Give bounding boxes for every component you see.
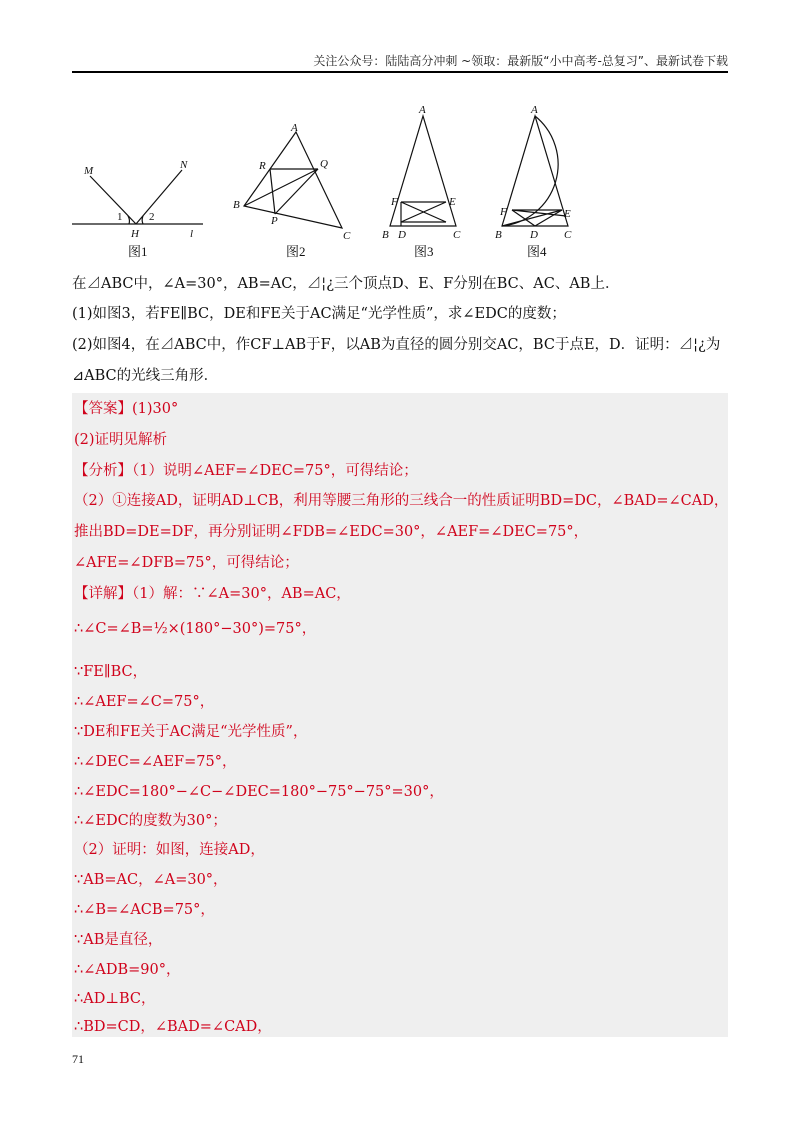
fig3-label-b: B [382, 229, 389, 241]
fig3-label-c: C [453, 229, 461, 241]
detail-line-14: ∴AD⊥BC， [74, 991, 156, 1007]
answer-part-1: (1)30° [132, 401, 179, 417]
answer-tag: 【答案】 [74, 401, 132, 417]
fig1-label-m: M [84, 165, 94, 177]
fig2-label-a: A [291, 122, 298, 134]
analysis-tag: 【分析】 [74, 463, 132, 479]
fig4-label-c: C [564, 229, 572, 241]
fig2-segment-bq [244, 169, 318, 206]
analysis-text-1: （1）说明∠AEF=∠DEC=75°，可得结论； [132, 463, 418, 479]
question-line-1: 在⊿ABC中，∠A=30°，AB=AC，⊿¦¿三个顶点D、E、F分别在BC、AC、AB上． [72, 276, 620, 292]
figures-svg [68, 98, 598, 268]
answer-part-2: (2)证明见解析 [74, 432, 168, 448]
question-line-4: ⊿ABC的光线三角形． [72, 368, 219, 384]
fig1-label-h: H [131, 228, 139, 240]
detail-line-10: ∵AB=AC，∠A=30°， [74, 872, 228, 888]
detail-text-1: （1）解：∵∠A=30°，AB=AC， [132, 586, 351, 602]
fig3-label-a: A [419, 104, 426, 116]
detail-line-7: ∴∠EDC=180°−∠C−∠DEC=180°−75°−75°=30°， [74, 784, 444, 800]
detail-line-5: ∵DE和FE关于AC满足“光学性质”， [74, 724, 308, 740]
fig1-angle-1 [128, 216, 129, 224]
fig2-label-c: C [343, 230, 351, 242]
fig2-triangle-abc [244, 132, 342, 228]
figure-2 [244, 132, 342, 228]
analysis-line-2: （2）①连接AD，证明AD⊥CB，利用等腰三角形的三线合一的性质证明BD=DC，∠BAD=∠CAD， [74, 493, 729, 509]
detail-line-11: ∴∠B=∠ACB=75°， [74, 902, 215, 918]
analysis-line-1 [74, 459, 418, 480]
figure-4 [502, 116, 568, 226]
geometry-figures [68, 98, 598, 268]
detail-line-3: ∵FE∥BC， [74, 664, 148, 680]
detail-line-12: ∵AB是直径， [74, 932, 163, 948]
fig4-label-a: A [531, 104, 538, 116]
analysis-line-3: 推出BD=DE=DF，再分别证明∠FDB=∠EDC=30°，∠AEF=∠DEC=75°， [74, 524, 589, 540]
detail-line-2: ∴∠C=∠B=½×(180°−30°)=75°， [74, 621, 317, 637]
page-number: 71 [72, 1052, 84, 1066]
detail-line-4: ∴∠AEF=∠C=75°， [74, 694, 215, 710]
fig1-label-1: 1 [117, 211, 123, 223]
fig4-label-e: E [564, 208, 571, 220]
fig1-label-2: 2 [149, 211, 155, 223]
caption-fig2: 图2 [286, 244, 306, 259]
header-rule [72, 71, 728, 73]
fig1-label-n: N [180, 159, 188, 171]
fig2-label-p: P [271, 215, 278, 227]
fig2-segment-qp [275, 169, 318, 214]
question-line-2: (1)如图3，若FE∥BC，DE和FE关于AC满足“光学性质”，求∠EDC的度数； [72, 306, 566, 322]
caption-fig3: 图3 [414, 244, 434, 259]
fig3-triangle-abc [390, 116, 456, 226]
detail-line-9: （2）证明：如图，连接AD， [74, 842, 265, 858]
fig4-label-d: D [530, 229, 538, 241]
fig3-label-e: E [449, 196, 456, 208]
fig1-ray-n [136, 170, 182, 224]
fig2-label-q: Q [320, 158, 328, 170]
detail-tag: 【详解】 [74, 586, 132, 602]
detail-line-15: ∴BD=CD，∠BAD=∠CAD， [74, 1019, 272, 1035]
caption-fig4: 图4 [527, 244, 547, 259]
figure-1 [72, 170, 203, 224]
fig2-label-r: R [259, 160, 266, 172]
fig3-label-d: D [398, 229, 406, 241]
page-header: 关注公众号：陆陆高分冲刺 ~领取：最新版“小中高考-总复习”、最新试卷下载 [313, 54, 728, 68]
question-line-3: (2)如图4，在⊿ABC中，作CF⊥AB于F，以AB为直径的圆分别交AC，BC于点E，D．证明：⊿¦¿为 [72, 337, 721, 353]
fig4-label-b: B [495, 229, 502, 241]
detail-line-1 [74, 582, 351, 603]
detail-line-13: ∴∠ADB=90°， [74, 962, 181, 978]
fig1-label-l: l [190, 228, 194, 240]
fig1-angle-2 [142, 216, 143, 224]
fig2-label-b: B [233, 199, 240, 211]
fig4-segment-ed [535, 210, 562, 226]
detail-line-8: ∴∠EDC的度数为30°； [74, 813, 227, 829]
answer-line [74, 397, 178, 418]
analysis-line-4: ∠AFE=∠DFB=75°，可得结论； [74, 555, 299, 571]
caption-fig1: 图1 [128, 244, 148, 259]
fig3-label-f: F [391, 196, 398, 208]
detail-line-6: ∴∠DEC=∠AEF=75°， [74, 754, 237, 770]
fig4-label-f: F [500, 206, 507, 218]
figure-3 [390, 116, 456, 226]
